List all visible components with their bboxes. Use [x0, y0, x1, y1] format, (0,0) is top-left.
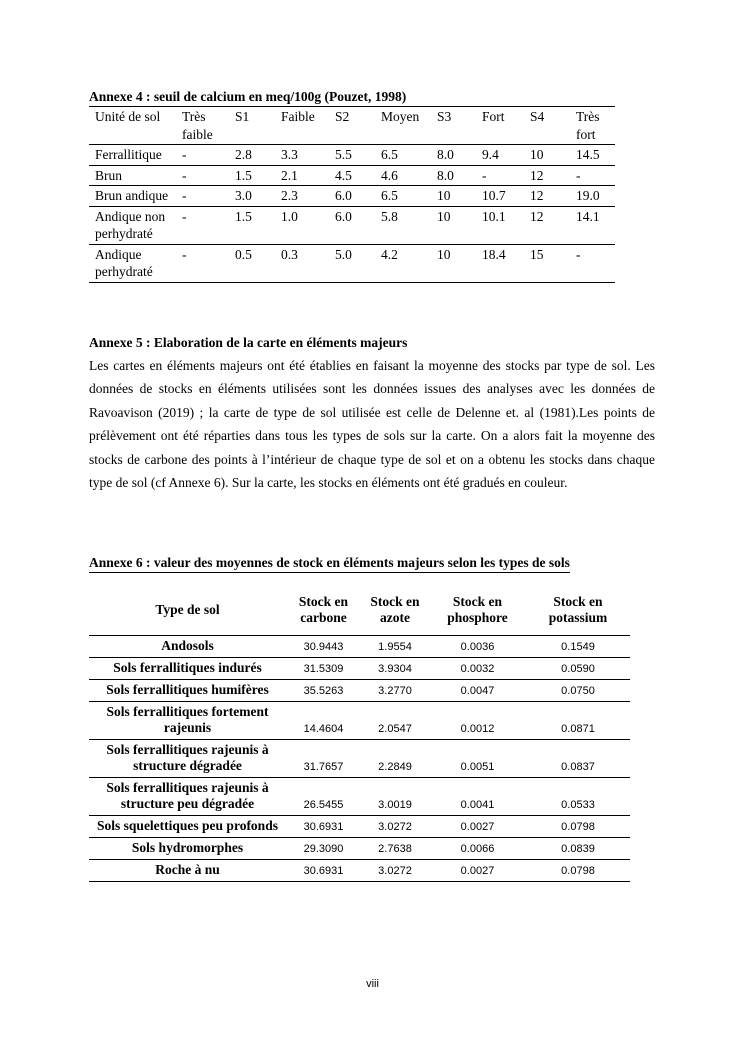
annexe4-cell: 6.0	[335, 188, 352, 203]
annexe4-row	[89, 186, 615, 207]
annexe4-cell: 8.0	[437, 147, 454, 162]
annexe4-cell: 10.7	[482, 188, 506, 203]
annexe6-header-cell: Type de sol	[155, 602, 220, 617]
annexe4-cell: 4.6	[381, 167, 398, 183]
annexe4-header-cell: S4	[530, 109, 545, 124]
annexe6-value: 0.1549	[526, 636, 630, 658]
annexe4-cell: 5.0	[335, 246, 352, 262]
annexe6-row	[89, 636, 630, 658]
annexe6-value: 0.0051	[429, 740, 526, 778]
annexe6-value: 14.4604	[286, 702, 361, 740]
annexe6-row	[89, 740, 630, 778]
annexe6-value: 30.9443	[286, 636, 361, 658]
annexe4-header-cell: Très faible	[182, 109, 213, 142]
annexe4-header-cell: Faible	[281, 109, 315, 124]
annexe4-cell: 2.3	[281, 188, 298, 203]
annexe4-cell: 5.5	[335, 147, 352, 162]
annexe4-cell: 10	[437, 246, 451, 262]
page-number: viii	[366, 978, 379, 990]
annexe4-cell: 3.3	[281, 147, 298, 162]
annexe4-header-row	[89, 107, 615, 145]
annexe6-value: 2.7638	[361, 838, 429, 860]
annexe4-title: Annexe 4 : seuil de calcium en meq/100g (Pouzet, 1998)	[89, 89, 407, 104]
annexe4-cell: 6.5	[381, 147, 398, 162]
annexe4-cell: -	[182, 208, 187, 224]
annexe4-cell: 14.5	[576, 147, 600, 162]
annexe6-row	[89, 838, 630, 860]
annexe6-soil-type: Sols ferrallitiques rajeunis à structure peu dégradée	[89, 778, 286, 816]
annexe4-header-cell: S3	[437, 109, 452, 124]
annexe4-row	[89, 244, 615, 282]
annexe4-header-cell: Moyen	[381, 109, 420, 124]
annexe4-cell: Ferrallitique	[95, 147, 162, 162]
annexe6-value: 3.9304	[361, 658, 429, 680]
annexe6-table	[89, 585, 630, 882]
annexe4-cell: 10	[437, 188, 451, 203]
annexe4-cell: -	[576, 167, 581, 183]
annexe4-cell: 19.0	[576, 188, 600, 203]
annexe4-row	[89, 145, 615, 166]
annexe6-value: 0.0798	[526, 816, 630, 838]
annexe4-cell: 4.2	[381, 246, 398, 262]
annexe4-cell: 6.5	[381, 188, 398, 203]
annexe6-value: 26.5455	[286, 778, 361, 816]
annexe4-cell: 2.8	[235, 147, 252, 162]
annexe4-cell: 18.4	[482, 246, 506, 262]
annexe6-value: 0.0798	[526, 860, 630, 882]
annexe4-cell: 12	[530, 167, 544, 183]
annexe4-cell: -	[182, 147, 187, 162]
annexe6-soil-type: Andosols	[89, 636, 286, 658]
annexe4-cell: 12	[530, 208, 544, 224]
annexe6-value: 3.0272	[361, 816, 429, 838]
annexe6-value: 0.0590	[526, 658, 630, 680]
annexe4-cell: 0.5	[235, 246, 252, 262]
annexe6-row	[89, 658, 630, 680]
annexe6-value: 3.0272	[361, 860, 429, 882]
annexe4-header-cell: S1	[235, 109, 250, 124]
annexe6-value: 31.7657	[286, 740, 361, 778]
annexe4-row	[89, 165, 615, 186]
annexe6-value: 3.2770	[361, 680, 429, 702]
annexe6-value: 0.0871	[526, 702, 630, 740]
annexe6-value: 31.5309	[286, 658, 361, 680]
annexe6-soil-type: Sols ferrallitiques indurés	[89, 658, 286, 680]
annexe6-title: Annexe 6 : valeur des moyennes de stock en éléments majeurs selon les types de sols	[89, 555, 570, 573]
annexe6-value: 0.0012	[429, 702, 526, 740]
annexe4-cell: Brun	[95, 167, 122, 183]
annexe6-soil-type: Sols hydromorphes	[89, 838, 286, 860]
annexe6-value: 1.9554	[361, 636, 429, 658]
annexe6-value: 3.0019	[361, 778, 429, 816]
annexe4-cell: Brun andique	[95, 188, 169, 203]
annexe6-value: 0.0036	[429, 636, 526, 658]
annexe4-cell: 1.5	[235, 167, 252, 183]
annexe4-cell: 1.5	[235, 208, 252, 224]
annexe6-value: 0.0041	[429, 778, 526, 816]
annexe4-cell: 8.0	[437, 167, 454, 183]
annexe4-cell: Andique non perhydraté	[95, 208, 166, 241]
annexe4-cell: 2.1	[281, 167, 298, 183]
annexe4-cell: 0.3	[281, 246, 298, 262]
annexe6-row	[89, 816, 630, 838]
annexe5-paragraph: Les cartes en éléments majeurs ont été établies en faisant la moyenne des stocks par type de sol. Les données de stocks en éléments utilisées sont les données issues des analyses avec les données de Ravoavison (2019) ; la carte de type de sol utilisée est celle de Delenne et. al (1981).Les points de prélèvement ont été réparties dans tous les types de sols sur la carte. On a alors fait la moyenne des stocks de carbone des points à l’intérieur de chaque type de sol et on a obtenu les stocks dans chaque type de sol (cf Annexe 6). Sur la carte, les stocks en éléments ont été gradués en couleur.	[89, 358, 655, 491]
annexe6-value: 0.0750	[526, 680, 630, 702]
annexe6-value: 2.0547	[361, 702, 429, 740]
annexe6-value: 0.0027	[429, 816, 526, 838]
annexe6-value: 35.5263	[286, 680, 361, 702]
annexe6-value: 2.2849	[361, 740, 429, 778]
annexe6-value: 0.0047	[429, 680, 526, 702]
annexe5-title: Annexe 5 : Elaboration de la carte en éléments majeurs	[89, 335, 408, 350]
annexe4-cell: 14.1	[576, 208, 600, 224]
annexe4-cell: 10.1	[482, 208, 506, 224]
annexe6-value: 0.0533	[526, 778, 630, 816]
annexe4-cell: -	[576, 246, 581, 262]
annexe6-value: 0.0839	[526, 838, 630, 860]
annexe6-soil-type: Sols ferrallitiques humifères	[89, 680, 286, 702]
annexe4-cell: 12	[530, 188, 544, 203]
annexe4-cell: -	[482, 167, 487, 183]
annexe6-value: 0.0837	[526, 740, 630, 778]
annexe6-row	[89, 860, 630, 882]
annexe6-value: 0.0066	[429, 838, 526, 860]
annexe6-header-row	[89, 585, 630, 636]
annexe4-cell: 9.4	[482, 147, 499, 162]
annexe4-cell: 3.0	[235, 188, 252, 203]
annexe4-cell: 10	[437, 208, 451, 224]
annexe4-cell: 6.0	[335, 208, 352, 224]
annexe4-cell: Andique perhydraté	[95, 246, 153, 279]
annexe4-cell: -	[182, 188, 187, 203]
annexe6-header-cell: Stock en carbone	[298, 594, 349, 625]
annexe6-header-cell: Stock en azote	[370, 594, 420, 625]
annexe6-value: 30.6931	[286, 816, 361, 838]
annexe4-header-cell: S2	[335, 109, 350, 124]
annexe6-row	[89, 702, 630, 740]
annexe6-value: 29.3090	[286, 838, 361, 860]
annexe4-table	[89, 106, 615, 283]
annexe6-row	[89, 680, 630, 702]
annexe6-soil-type: Sols squelettiques peu profonds	[89, 816, 286, 838]
annexe6-header-cell: Stock en potassium	[548, 594, 608, 625]
annexe6-soil-type: Roche à nu	[89, 860, 286, 882]
annexe6-value: 0.0032	[429, 658, 526, 680]
annexe4-header-cell: Unité de sol	[95, 109, 161, 124]
annexe6-soil-type: Sols ferrallitiques rajeunis à structure dégradée	[89, 740, 286, 778]
annexe4-cell: 5.8	[381, 208, 398, 224]
annexe4-cell: 15	[530, 246, 544, 262]
annexe4-cell: -	[182, 246, 187, 262]
annexe6-value: 0.0027	[429, 860, 526, 882]
annexe6-value: 30.6931	[286, 860, 361, 882]
annexe4-cell: 4.5	[335, 167, 352, 183]
annexe4-cell: -	[182, 167, 187, 183]
annexe6-header-cell: Stock en phosphore	[447, 594, 508, 625]
annexe4-header-cell: Très fort	[576, 109, 600, 142]
annexe4-header-cell: Fort	[482, 109, 505, 124]
annexe4-row	[89, 206, 615, 244]
annexe6-row	[89, 778, 630, 816]
annexe4-cell: 10	[530, 147, 544, 162]
annexe6-soil-type: Sols ferrallitiques fortement rajeunis	[89, 702, 286, 740]
annexe4-cell: 1.0	[281, 208, 298, 224]
